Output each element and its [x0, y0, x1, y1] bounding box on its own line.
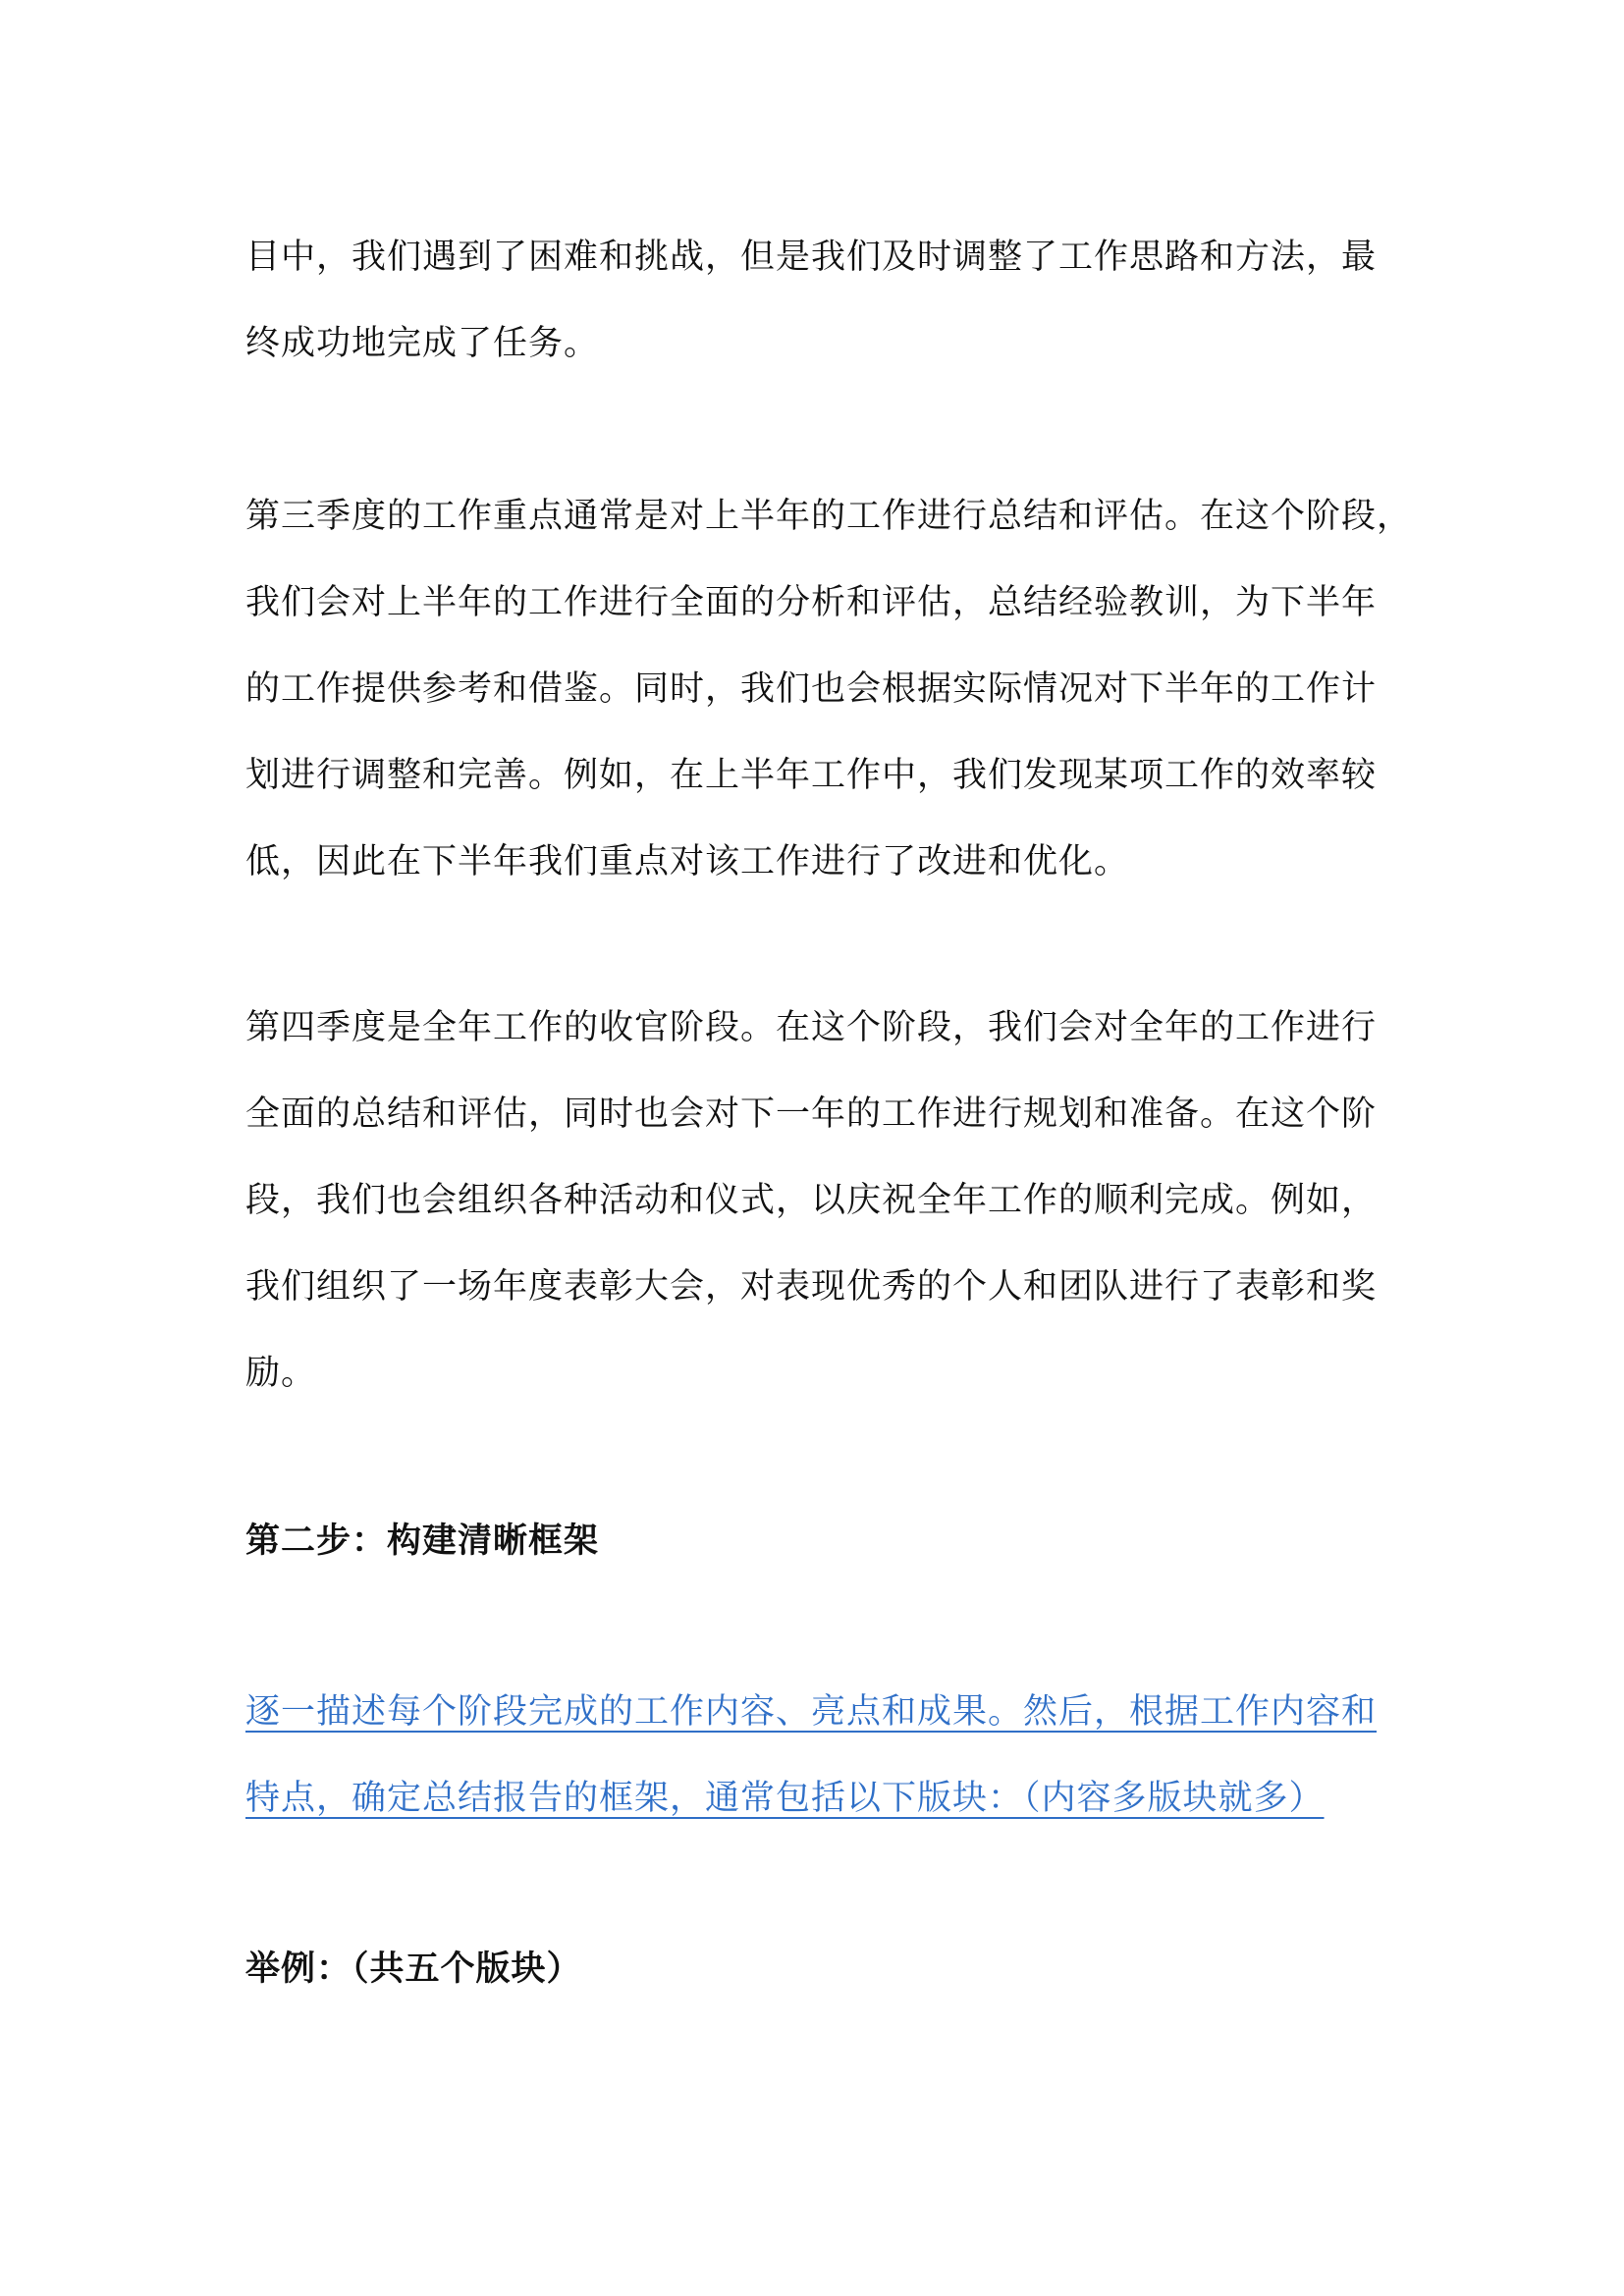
text-line: 目中，我们遇到了困难和挑战，但是我们及时调整了工作思路和方法，最: [245, 238, 1378, 277]
text-line: 我们组织了一场年度表彰大会，对表现优秀的个人和团队进行了表彰和奖: [245, 1267, 1378, 1307]
paragraph-third-quarter: [245, 473, 1413, 905]
text-line: 全面的总结和评估，同时也会对下一年的工作进行规划和准备。在这个阶: [245, 1095, 1378, 1134]
text-line: 终成功地完成了任务。: [245, 324, 600, 363]
text-line: 划进行调整和完善。例如，在上半年工作中，我们发现某项工作的效率较: [245, 756, 1378, 795]
paragraph-fourth-quarter: [245, 985, 1404, 1416]
text-line: 第四季度是全年工作的收官阶段。在这个阶段，我们会对全年的工作进行: [245, 1008, 1378, 1047]
link-line[interactable]: 特点，确定总结报告的框架，通常包括以下版块：（内容多版块就多）: [245, 1779, 1325, 1818]
text-line: 我们会对上半年的工作进行全面的分析和评估，总结经验教训，为下半年: [245, 583, 1378, 622]
link-line[interactable]: 逐一描述每个阶段完成的工作内容、亮点和成果。然后，根据工作内容和: [245, 1692, 1378, 1732]
framework-link[interactable]: [245, 1669, 1404, 1842]
heading-step-two: 第二步：构建清晰框架: [245, 1522, 600, 1561]
text-line: 第三季度的工作重点通常是对上半年的工作进行总结和评估。在这个阶段，: [245, 497, 1413, 536]
paragraph-project-result: [245, 214, 1404, 387]
text-line: 励。: [245, 1354, 317, 1393]
heading-example: 举例：（共五个版块）: [245, 1949, 582, 1989]
text-line: 段，我们也会组织各种活动和仪式，以庆祝全年工作的顺利完成。例如，: [245, 1181, 1378, 1220]
text-line: 的工作提供参考和借鉴。同时，我们也会根据实际情况对下半年的工作计: [245, 669, 1378, 709]
text-line: 低，因此在下半年我们重点对该工作进行了改进和优化。: [245, 842, 1130, 881]
